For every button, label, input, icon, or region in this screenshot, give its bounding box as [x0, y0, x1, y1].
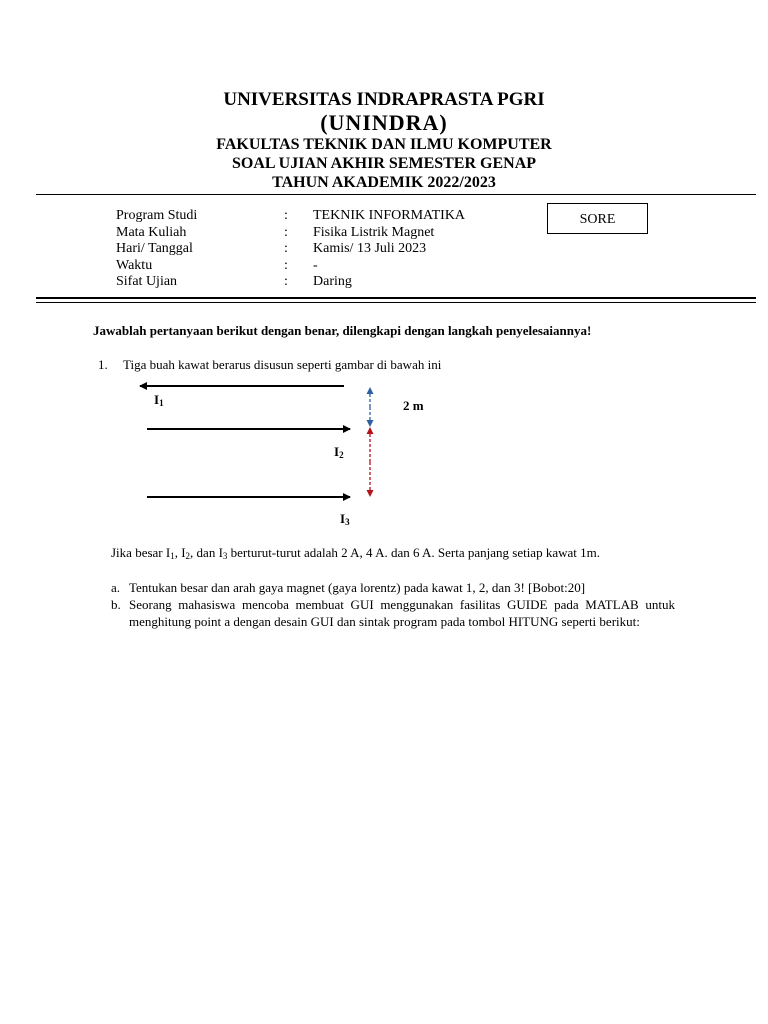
session-box: SORE — [547, 203, 648, 234]
info-label-type: Sifat Ujian — [116, 274, 178, 289]
subquestion-b-label: b. — [111, 597, 121, 612]
question-text: Tiga buah kawat berarus disusun seperti gambar di bawah ini — [123, 357, 442, 372]
academic-year: TAHUN AKADEMIK 2022/2023 — [272, 174, 496, 191]
info-value-time: - — [313, 258, 318, 273]
info-value-date: Kamis/ 13 Juli 2023 — [313, 241, 427, 256]
info-sep: : — [284, 241, 288, 256]
info-sep: : — [284, 274, 288, 289]
subquestion-b-text: Seorang mahasiswa mencoba membuat GUI menggunakan fasilitas GUIDE pada MATLAB untuk menghitung point a dengan desain GUI dan sintak program pada tombol HITUNG seperti berikut: — [129, 597, 675, 629]
info-label-program: Program Studi — [116, 208, 198, 223]
question-number: 1. — [98, 357, 108, 372]
subquestion-a-label: a. — [111, 580, 121, 595]
subquestion-a — [111, 579, 675, 596]
info-sep: : — [284, 225, 288, 240]
university-abbrev: (UNINDRA) — [320, 110, 448, 135]
info-label-date: Hari/ Tanggal — [116, 241, 193, 256]
label-i3: $I_3$ — [340, 511, 350, 527]
exam-title: SOAL UJIAN AKHIR SEMESTER GENAP — [231, 155, 537, 172]
label-i2: $I_2$ — [334, 444, 344, 460]
question-context: Jika besar $I_1$, $I_2$, dan $I_3$ berturut-turut adalah 2 A, 4 A. dan 6 A. Serta panjang setiap kawat 1m. — [111, 545, 600, 561]
info-value-course: Fisika Listrik Magnet — [313, 225, 435, 240]
faculty-title: FAKULTAS TEKNIK DAN ILMU KOMPUTER — [216, 136, 552, 153]
info-sep: : — [284, 258, 288, 273]
info-value-program: TEKNIK INFORMATIKA — [313, 208, 466, 223]
info-value-type: Daring — [313, 274, 352, 289]
label-distance: 2 m — [403, 398, 424, 413]
instruction-text: Jawablah pertanyaan berikut dengan benar, dilengkapi dengan langkah penyelesaiannya! — [93, 323, 592, 338]
info-label-time: Waktu — [116, 258, 153, 273]
info-sep: : — [284, 208, 288, 223]
university-title: UNIVERSITAS INDRAPRASTA PGRI — [223, 89, 545, 110]
info-label-course: Mata Kuliah — [116, 225, 187, 240]
subquestion-b — [111, 596, 675, 630]
subquestion-a-text: Tentukan besar dan arah gaya magnet (gaya lorentz) pada kawat 1, 2, dan 3! [Bobot:20] — [129, 580, 586, 595]
label-i1: $I_1$ — [154, 392, 164, 408]
